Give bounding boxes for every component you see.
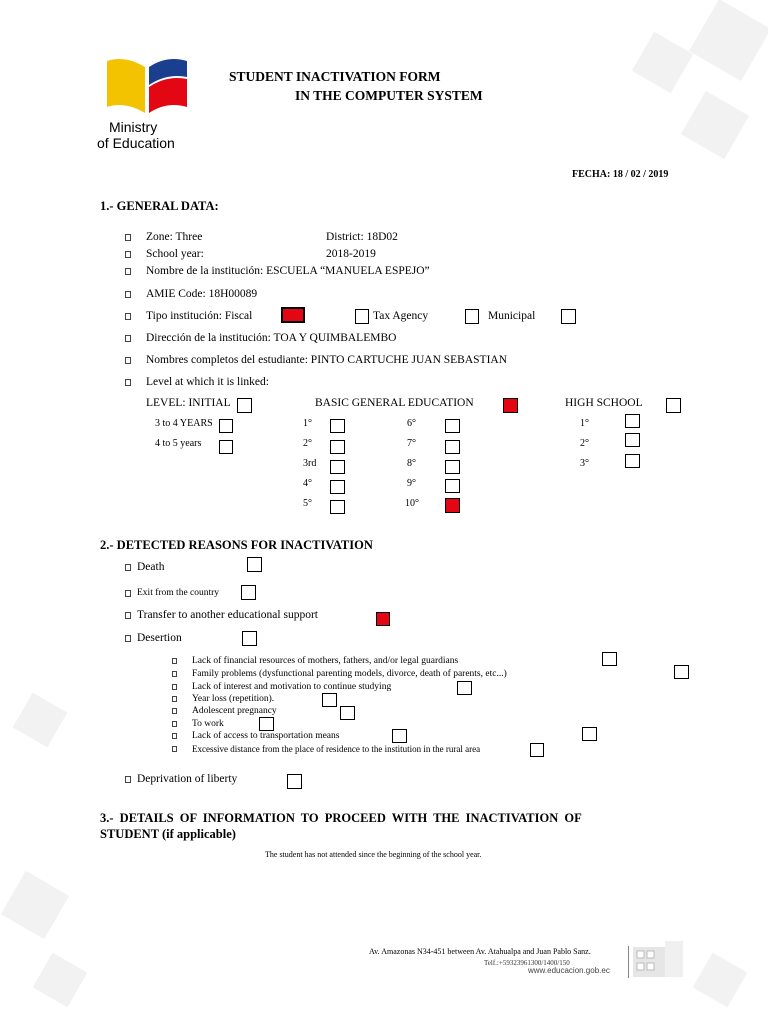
- sub-reason-7-checkbox[interactable]: [392, 729, 407, 743]
- grade-7-checkbox[interactable]: [445, 440, 460, 454]
- school-year-label: School year:: [146, 248, 204, 260]
- footer-address: Av. Amazonas N34-451 between Av. Atahualpa and Juan Pablo Sanz.: [369, 947, 591, 956]
- initial-4-5: 4 to 5 years: [155, 438, 202, 449]
- transfer-checkbox[interactable]: [376, 612, 390, 626]
- initial-4-5-checkbox[interactable]: [219, 440, 233, 454]
- bullet-icon: [125, 357, 131, 364]
- nombres-estudiante: Nombres completos del estudiante: PINTO CARTUCHE JUAN SEBASTIAN: [146, 354, 508, 366]
- bullet-icon: [172, 684, 177, 690]
- tipo-institucion: Tipo institución: Fiscal: [146, 310, 253, 322]
- sub-reason-7b-checkbox[interactable]: [582, 727, 597, 741]
- school-year-value: 2018-2019: [326, 248, 376, 260]
- bullet-icon: [125, 291, 131, 298]
- bullet-icon: [172, 733, 177, 739]
- level-linked: Level at which it is linked:: [146, 376, 269, 388]
- reason-exit: Exit from the country: [137, 588, 220, 598]
- bullet-icon: [125, 564, 131, 571]
- grade-7: 7°: [407, 438, 416, 449]
- tax-agency-checkbox[interactable]: [355, 309, 369, 324]
- bullet-icon: [125, 251, 131, 258]
- grade-9: 9°: [407, 478, 416, 489]
- grade-4: 4°: [303, 478, 312, 489]
- bullet-icon: [125, 313, 131, 320]
- bullet-icon: [125, 234, 131, 241]
- bullet-icon: [172, 721, 177, 727]
- municipal-label: Municipal: [488, 310, 536, 322]
- sub-reason-8-checkbox[interactable]: [530, 743, 544, 757]
- high-school-checkbox[interactable]: [666, 398, 681, 413]
- bullet-icon: [125, 635, 131, 642]
- high-school-label: HIGH SCHOOL: [565, 397, 643, 409]
- bullet-icon: [125, 335, 131, 342]
- bullet-icon: [125, 776, 131, 783]
- grade-2: 2°: [303, 438, 312, 449]
- grade-6: 6°: [407, 418, 416, 429]
- sub-reason-3: Lack of interest and motivation to continue studying: [192, 682, 392, 692]
- sub-reason-8: Excessive distance from the place of residence to the institution in the rural area: [192, 744, 481, 754]
- high-3: 3°: [580, 458, 589, 469]
- section3-heading-line2: STUDENT (if applicable): [100, 827, 236, 841]
- bullet-icon: [172, 671, 177, 677]
- deprivation-checkbox[interactable]: [287, 774, 302, 789]
- fecha: FECHA: 18 / 02 / 2019: [572, 169, 669, 180]
- basic-label: BASIC GENERAL EDUCATION: [315, 397, 474, 409]
- initial-3-4-checkbox[interactable]: [219, 419, 233, 433]
- bullet-icon: [125, 590, 131, 597]
- reason-death: Death: [137, 561, 165, 573]
- initial-checkbox[interactable]: [237, 398, 252, 413]
- sub-reason-6: To work: [192, 719, 224, 729]
- amie-code: AMIE Code: 18H00089: [146, 288, 258, 300]
- bullet-icon: [172, 658, 177, 664]
- grade-9-checkbox[interactable]: [445, 479, 460, 493]
- institution-name: Nombre de la institución: ESCUELA “MANUELA ESPEJO”: [146, 265, 430, 277]
- grade-10-checkbox[interactable]: [445, 498, 460, 513]
- municipal-checkbox[interactable]: [561, 309, 576, 324]
- fiscal-checkbox[interactable]: [281, 307, 305, 323]
- zone: Zone: Three: [146, 231, 203, 243]
- sub-reason-1-checkbox[interactable]: [602, 652, 617, 666]
- grade-4-checkbox[interactable]: [330, 480, 345, 494]
- death-checkbox[interactable]: [247, 557, 262, 572]
- tax-agency-label: Tax Agency: [373, 310, 429, 322]
- grade-5-checkbox[interactable]: [330, 500, 345, 514]
- reason-deprivation: Deprivation of liberty: [137, 773, 238, 785]
- level-initial-label: LEVEL: INITIAL: [146, 397, 231, 409]
- district: District: 18D02: [326, 231, 398, 243]
- reason-desertion: Desertion: [137, 632, 182, 644]
- section2-heading: 2.- DETECTED REASONS FOR INACTIVATION: [100, 538, 373, 552]
- form-title-line1: STUDENT INACTIVATION FORM: [229, 69, 441, 84]
- grade-8: 8°: [407, 458, 416, 469]
- sub-reason-4: Year loss (repetition).: [192, 694, 275, 704]
- form-title-line2: IN THE COMPUTER SYSTEM: [295, 88, 483, 103]
- section3-heading-line1: 3.- DETAILS OF INFORMATION TO PROCEED WITH THE INACTIVATION OF: [100, 811, 582, 825]
- grade-6-checkbox[interactable]: [445, 419, 460, 433]
- grade-10: 10°: [405, 498, 419, 509]
- reason-transfer: Transfer to another educational support: [137, 609, 318, 621]
- sub-reason-3-checkbox[interactable]: [457, 681, 472, 695]
- sub-reason-2: Family problems (dysfunctional parenting models, divorce, death of parents, etc...): [192, 669, 507, 679]
- sub-reason-7: Lack of access to transportation means: [192, 731, 340, 741]
- bullet-icon: [172, 746, 177, 752]
- grade-3-checkbox[interactable]: [330, 460, 345, 474]
- logo-line1: Ministry: [109, 119, 158, 135]
- section1-heading: 1.- GENERAL DATA:: [100, 199, 219, 213]
- direccion: Dirección de la institución: TOA Y QUIMBALEMBO: [146, 332, 397, 344]
- high-2-checkbox[interactable]: [625, 433, 640, 447]
- footer-divider: [628, 946, 629, 978]
- bullet-icon: [125, 268, 131, 275]
- grade-8-checkbox[interactable]: [445, 460, 460, 474]
- ministry-logo: [95, 55, 195, 155]
- high-3-checkbox[interactable]: [625, 454, 640, 468]
- grade-5: 5°: [303, 498, 312, 509]
- bullet-icon: [125, 612, 131, 619]
- footer-web: www.educacion.gob.ec: [528, 966, 610, 975]
- sub-reason-4-checkbox[interactable]: [322, 693, 337, 707]
- logo-line2: of Education: [97, 135, 175, 151]
- high-1: 1°: [580, 418, 589, 429]
- grade-2-checkbox[interactable]: [330, 440, 345, 454]
- sub-reason-5: Adolescent pregnancy: [192, 706, 277, 716]
- book-icon: [105, 55, 195, 115]
- desertion-checkbox[interactable]: [242, 631, 257, 646]
- exit-checkbox[interactable]: [241, 585, 256, 600]
- grade-1: 1°: [303, 418, 312, 429]
- grade-3: 3rd: [303, 458, 317, 469]
- initial-3-4: 3 to 4 YEARS: [155, 418, 213, 429]
- grade-1-checkbox[interactable]: [330, 419, 345, 433]
- high-1-checkbox[interactable]: [625, 414, 640, 428]
- sub-reason-5-checkbox[interactable]: [340, 706, 355, 720]
- municipal-pre-checkbox[interactable]: [465, 309, 479, 324]
- basic-checkbox[interactable]: [503, 398, 518, 413]
- sub-reason-2-checkbox[interactable]: [674, 665, 689, 679]
- bullet-icon: [172, 708, 177, 714]
- sub-reason-1: Lack of financial resources of mothers, fathers, and/or legal guardians: [192, 656, 459, 666]
- bullet-icon: [172, 696, 177, 702]
- footer-building-icon: [633, 941, 683, 977]
- section3-note: The student has not attended since the beginning of the school year.: [265, 850, 482, 859]
- bullet-icon: [125, 379, 131, 386]
- high-2: 2°: [580, 438, 589, 449]
- footer-phone: Telf.:+59323961300/1400/150: [484, 959, 570, 967]
- sub-reason-6-checkbox[interactable]: [259, 717, 274, 731]
